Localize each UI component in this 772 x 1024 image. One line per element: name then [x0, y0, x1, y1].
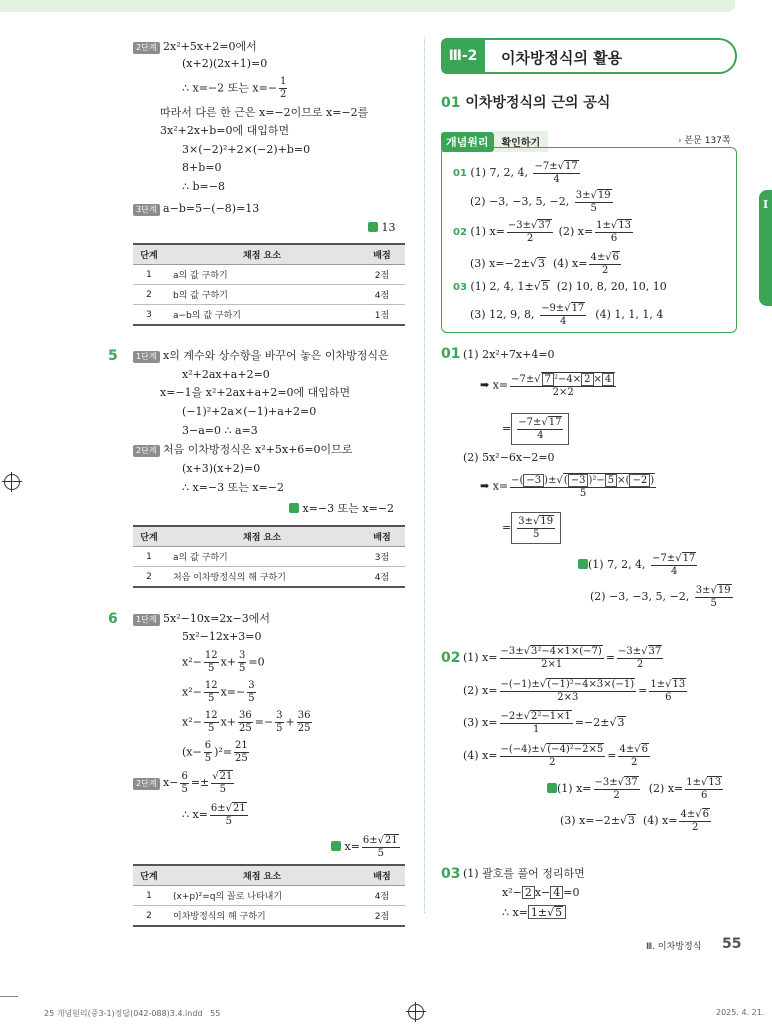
chapter-badge: Ⅲ-2 — [441, 38, 485, 74]
table-row: 2 b의 값 구하기 4점 — [133, 285, 405, 305]
p5-line7: (x+3)(x+2)=0 — [182, 462, 261, 475]
p4-line4: 따라서 다른 한 근은 x=−2이므로 x=−2를 — [160, 106, 369, 119]
box-q03-line2: (3) 12, 9, 8, $\frac{-9\pm√17}{4}$ (4) 1, 1, 1, 4 — [470, 303, 664, 327]
p4-line2: (x+2)(2x+1)=0 — [182, 57, 268, 70]
s01-answer1: (1) 7, 2, 4, $\frac{-7\pm√17}{4}$ — [578, 552, 699, 578]
side-tab: I — [759, 190, 772, 306]
section-title: 01 이차방정식의 근의 공식 — [441, 95, 611, 111]
answer-icon — [578, 559, 588, 569]
p4-line5: 3x²+2x+b=0에 대입하면 — [160, 124, 290, 137]
s02-line1: (1) x= $\frac{\text{−3±√3²−4×1×(−7)}}{2\times 1}$ = $\frac{-3\pm√37}{2}$ — [463, 646, 662, 670]
table-row: 3 a−b의 값 구하기 1점 — [133, 305, 405, 326]
s03-line2: x²− 2 x− 4 =0 — [502, 886, 580, 899]
answer-icon — [289, 503, 299, 513]
problem-number-5: 5 — [108, 348, 118, 364]
chapter-header — [441, 38, 737, 74]
problem-number-6: 6 — [108, 611, 118, 627]
check-label: 확인하기 — [494, 131, 549, 152]
table-row: 1 a의 값 구하기 2점 — [133, 265, 405, 285]
chapter-title: 이차방정식의 활용 — [501, 49, 623, 67]
p4-line9: 3단계 a−b=5−(−8)=13 — [133, 202, 259, 216]
step-badge: 1단계 — [133, 614, 160, 626]
p5-line5: 3−a=0 ∴ a=3 — [182, 424, 258, 437]
page-reference: › 본문 137쪽 — [678, 136, 731, 146]
table-row: 2 이차방정식의 해 구하기 2점 — [133, 906, 405, 927]
answer-icon — [547, 783, 557, 793]
s01-answer2: (2) −3, −3, 5, −2, $\frac{3\pm√19}{5}$ — [590, 585, 731, 609]
s02-line4: (4) x= $\frac{\text{−(−4)±√(−4)²−2×5}}{2}$ = $\frac{4\pm√6}{2}$ — [463, 744, 648, 768]
score-table-5: 단계 채점 요소 배점 1 a의 값 구하기 3점 2 처음 이차방정식의 해 구하기 4점 — [133, 525, 405, 588]
answer-icon — [331, 841, 341, 851]
p5-line3: x=−1을 x²+2ax+a+2=0에 대입하면 — [160, 386, 351, 399]
p5-line1: 1단계 x의 계수와 상수항을 바꾸어 놓은 이차방정식은 — [133, 349, 389, 363]
s03-line3: ∴ x= 1±√5 — [502, 905, 566, 920]
box-q02-line2: (3) x=−2±√3 (4) x= $\frac{4\pm√6}{2}$ — [470, 252, 619, 276]
registration-mark-icon — [408, 1004, 424, 1020]
score-table-6: 단계 채점 요소 배점 1 (x+p)²=q의 꼴로 나타내기 4점 2 이차방정식의 해 구하기 2점 — [133, 864, 405, 927]
print-date: 2025. 4. 21. — [716, 1008, 765, 1017]
p6-line4: x²− $\frac{12}{5}$ x=− $\frac{3}{5}$ — [182, 680, 255, 704]
step-badge: 2단계 — [133, 42, 160, 54]
score-table-4: 단계 채점 요소 배점 1 a의 값 구하기 2점 2 b의 값 구하기 4점 3 a−b의 값 구하기 1점 — [133, 243, 405, 326]
s01-line1: (1) 2x²+7x+4=0 — [463, 348, 555, 361]
answer-icon — [368, 222, 378, 232]
p6-line5: x²− $\frac{12}{5}$ x+ $\frac{36}{25}$ =− $\frac{3}{5}$ + $\frac{36}{25}$ — [182, 710, 311, 734]
p6-line2: 5x²−12x+3=0 — [182, 630, 262, 643]
concept-label: 개념원리 — [441, 132, 494, 152]
s02-answer2: (3) x=−2±√3 (4) x= $\frac{4\pm√6}{2}$ — [560, 809, 709, 833]
p4-line8: ∴ b=−8 — [182, 180, 225, 193]
p6-line1: 1단계 5x²−10x=2x−3에서 — [133, 612, 270, 626]
s02-answer1: (1) x= $\frac{-3\pm√37}{2}$ (2) x= $\frac{1\pm√13}{6}$ — [547, 776, 725, 802]
p5-line4: (−1)²+2a×(−1)+a+2=0 — [182, 405, 317, 418]
p5-line2: x²+2ax+a+2=0 — [182, 368, 270, 381]
step-badge: 1단계 — [133, 351, 160, 363]
s01-line6: = $\frac{3\pm√19}{5}$ — [502, 512, 561, 544]
p4-line3: ∴ x=−2 또는 x=− $\frac{1}{2}$ — [182, 76, 287, 100]
solution-number-02: 02 — [441, 650, 461, 666]
page-number: 55 — [722, 936, 742, 952]
box-q01-line2: (2) −3, −3, 5, −2, $\frac{3\pm√19}{5}$ — [470, 190, 611, 214]
column-divider — [424, 38, 425, 913]
p4-line6: 3×(−2)²+2×(−2)+b=0 — [182, 143, 311, 156]
p6-line3: x²− $\frac{12}{5}$ x+ $\frac{3}{5}$ =0 — [182, 650, 265, 674]
s02-line3: (3) x= $\frac{\text{−2±√2²−1×1}}{1}$ =−2±√3 — [463, 711, 625, 735]
step-badge: 3단계 — [133, 204, 160, 216]
file-info: 25 개념원리(중3-1)정답(042-088)3.4.indd 55 — [44, 1009, 221, 1018]
registration-mark-icon — [4, 474, 20, 490]
s01-line4: (2) 5x²−6x−2=0 — [463, 451, 555, 464]
footer-chapter: Ⅲ. 이차방정식 — [646, 942, 702, 952]
s01-line2: ➡ x= $\frac{\text{−7±√ 7 ²−4× 2 × 4}}{2\times 2}$ — [480, 372, 618, 399]
box-q01-line1: 01 (1) 7, 2, 4, $\frac{-7\pm√17}{4}$ — [453, 161, 578, 185]
p4-answer: 13 — [368, 221, 396, 235]
box-q03-line1: 03 (1) 2, 4, 1±√5 (2) 10, 8, 20, 10, 10 — [453, 280, 667, 293]
s01-line5: ➡ x= $\frac{\text{−( −3 )±√( −3 )²− 5 ×( −2 )}}{5}$ — [480, 475, 655, 499]
step-badge: 2단계 — [133, 445, 160, 457]
top-band — [0, 0, 735, 12]
s01-line3: = $\frac{-7\pm√17}{4}$ — [502, 413, 569, 445]
table-row: 1 a의 값 구하기 3점 — [133, 547, 405, 567]
crop-mark — [0, 996, 18, 997]
solution-number-03: 03 — [441, 866, 461, 882]
p5-line6: 2단계 처음 이차방정식은 x²+5x+6=0이므로 — [133, 443, 352, 457]
table-row: 2 처음 이차방정식의 해 구하기 4점 — [133, 567, 405, 588]
table-row: 1 (x+p)²=q의 꼴로 나타내기 4점 — [133, 886, 405, 906]
p6-line7: 2단계 x− $\frac{6}{5}$ =± $\frac{√21}{5}$ — [133, 770, 236, 796]
p5-answer: x=−3 또는 x=−2 — [289, 502, 394, 516]
solution-number-01: 01 — [441, 346, 461, 362]
p6-answer: x= $\frac{6\pm√21}{5}$ — [331, 834, 402, 860]
s02-line2: (2) x= $\frac{\text{−(−1)±√(−1)²−4×3×(−1)}}{2\times 3}$ = $\frac{1\pm√13}{6}$ — [463, 679, 686, 703]
p4-line1: 2단계 2x²+5x+2=0에서 — [133, 40, 257, 54]
fraction: $\frac{1}{2}$ — [280, 76, 287, 100]
step-badge: 2단계 — [133, 778, 160, 790]
s03-line1: (1) 괄호를 풀어 정리하면 — [463, 867, 585, 880]
box-q02-line1: 02 (1) x= $\frac{-3\pm√37}{2}$ (2) x= $\frac{1\pm√13}{6}$ — [453, 220, 632, 244]
p4-line7: 8+b=0 — [182, 161, 222, 174]
p6-line8: ∴ x= $\frac{6\pm√21}{5}$ — [182, 803, 246, 827]
chevron-right-icon: › — [678, 136, 682, 146]
p5-line8: ∴ x=−3 또는 x=−2 — [182, 481, 285, 494]
p6-line6: (x− $\frac{6}{5}$ )²= $\frac{21}{25}$ — [182, 740, 248, 764]
